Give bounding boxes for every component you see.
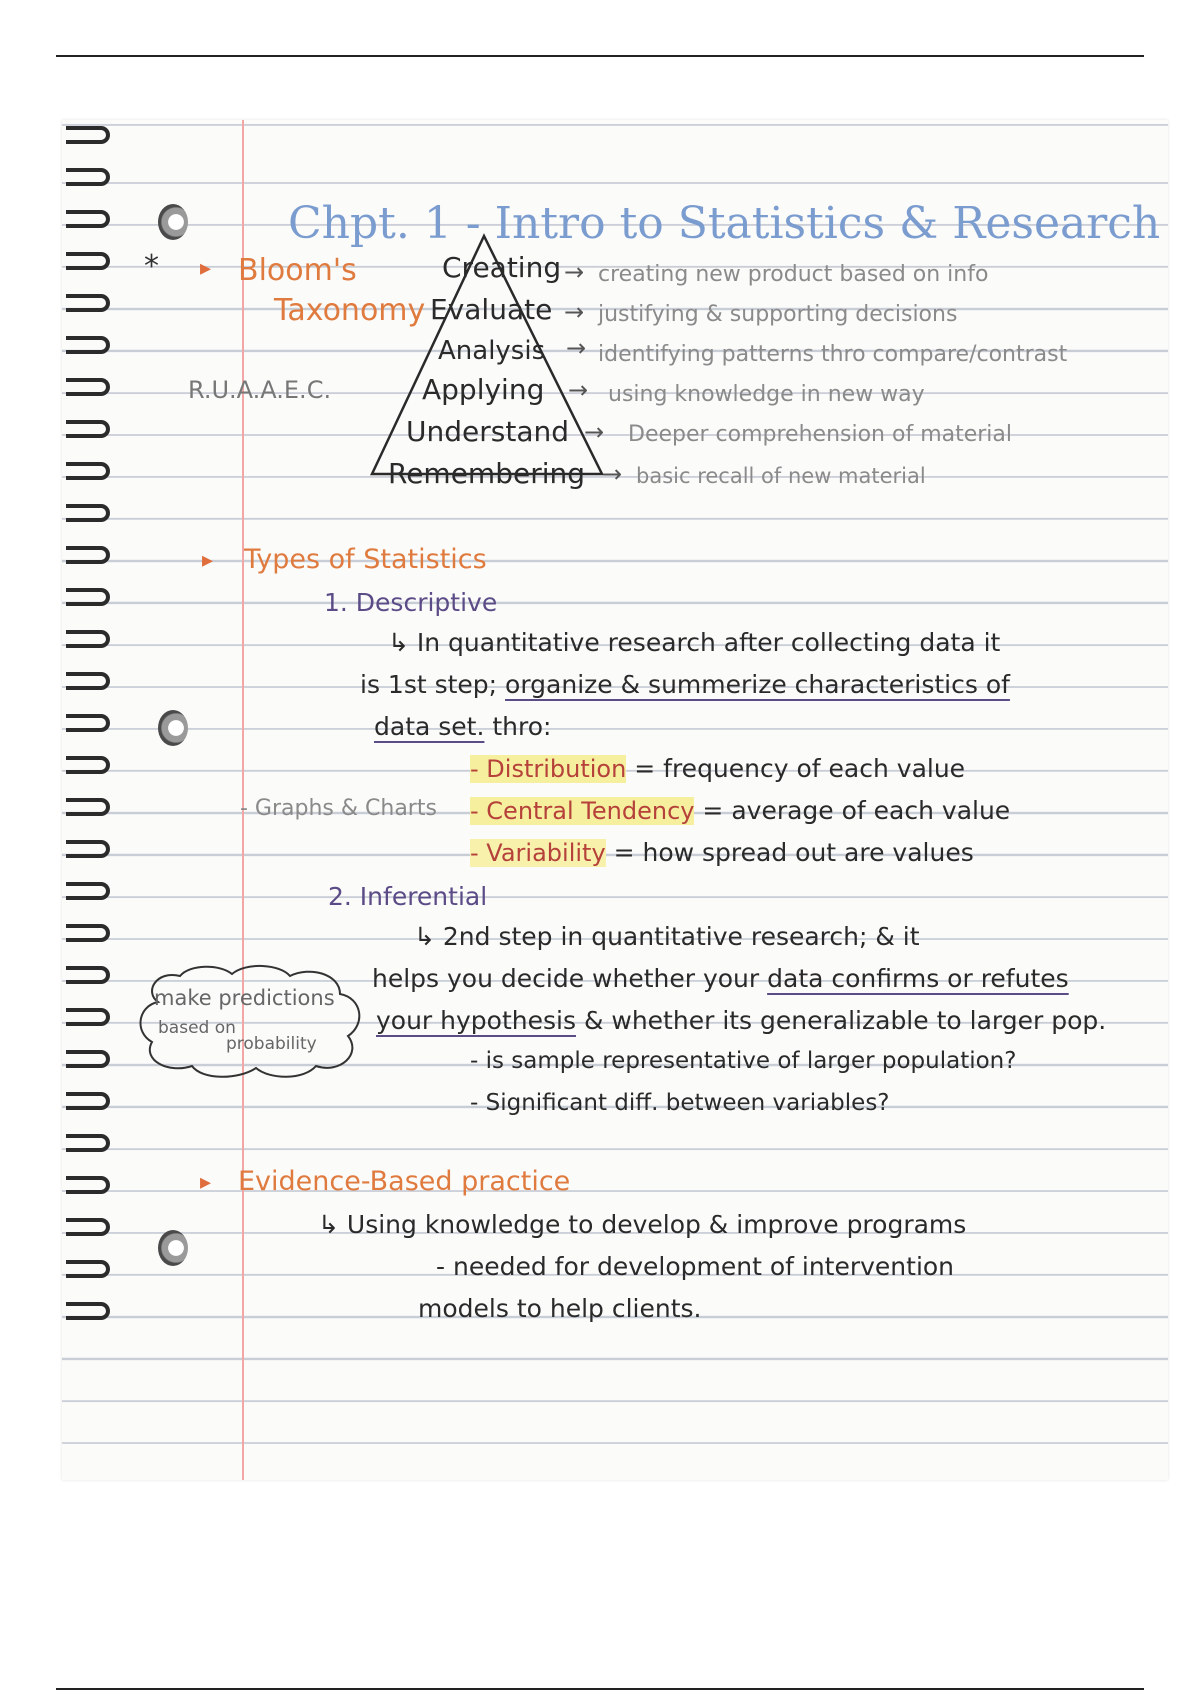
blooms-desc-applying: using knowledge in new way <box>608 382 925 407</box>
spiral-coil <box>66 210 110 228</box>
spiral-coil <box>66 546 110 564</box>
inferential-line3: your hypothesis & whether its generalizable to larger pop. <box>376 1006 1107 1035</box>
spiral-coil <box>66 462 110 480</box>
spiral-coil <box>66 1176 110 1194</box>
bullet-icon: ▸ <box>200 256 212 281</box>
spiral-coil <box>66 420 110 438</box>
bottom-rule <box>56 1688 1144 1690</box>
blooms-label-line1: Bloom's <box>238 253 357 288</box>
descriptive-item-distribution: - Distribution = frequency of each value <box>470 754 966 783</box>
inferential-line1: ↳ 2nd step in quantitative research; & it <box>414 922 920 951</box>
inferential-line2: helps you decide whether your data confirms or refutes <box>372 964 1069 993</box>
blooms-acronym: R.U.A.A.E.C. <box>188 376 332 404</box>
spiral-coil <box>66 1218 110 1236</box>
page-title: Chpt. 1 - Intro to Statistics & Research <box>288 198 1161 249</box>
spiral-coil <box>66 1134 110 1152</box>
inferential-item-sample: - is sample representative of larger population? <box>470 1048 1017 1074</box>
descriptive-line3: data set. thro: <box>374 712 552 741</box>
spiral-coil <box>66 378 110 396</box>
spiral-coil <box>66 1260 110 1278</box>
pyramid-level-remembering: Remembering <box>388 457 586 490</box>
pyramid-level-evaluate: Evaluate <box>430 293 553 326</box>
pyramid-level-understand: Understand <box>406 415 569 448</box>
punch-hole <box>158 1230 188 1266</box>
bullet-icon: ▸ <box>202 548 214 573</box>
ebp-line1: ↳ Using knowledge to develop & improve programs <box>318 1210 967 1239</box>
inferential-item-significance: - Significant diff. between variables? <box>470 1090 890 1116</box>
spiral-coil <box>66 714 110 732</box>
punch-hole <box>158 204 188 240</box>
arrow-icon: → <box>564 298 585 326</box>
bullet-icon: ▸ <box>200 1170 212 1195</box>
pyramid-level-applying: Applying <box>422 373 545 406</box>
spiral-coil <box>66 1008 110 1026</box>
spiral-coil <box>66 168 110 186</box>
arrow-icon: → <box>568 376 589 404</box>
spiral-coil <box>66 294 110 312</box>
star-mark: * <box>144 249 159 284</box>
spiral-coil <box>66 252 110 270</box>
spiral-coil <box>66 126 110 144</box>
cloud-text-line2: based on <box>158 1018 236 1038</box>
notebook-page <box>62 120 1168 1480</box>
spiral-coil <box>66 1302 110 1320</box>
graphs-charts-note: - Graphs & Charts <box>240 796 437 821</box>
types-heading: Types of Statistics <box>244 544 487 575</box>
cloud-text-line1: make predictions <box>154 986 335 1010</box>
spiral-coil <box>66 924 110 942</box>
arrow-icon: → <box>564 258 585 286</box>
ebp-line3: models to help clients. <box>418 1294 702 1323</box>
blooms-desc-understand: Deeper comprehension of material <box>628 422 1013 447</box>
descriptive-item-central-tendency: - Central Tendency = average of each value <box>470 796 1011 825</box>
inferential-heading: 2. Inferential <box>328 882 488 911</box>
blooms-label-line2: Taxonomy <box>274 293 426 328</box>
blooms-desc-evaluate: justifying & supporting decisions <box>598 302 958 327</box>
arrow-icon: → <box>602 460 623 488</box>
arrow-icon: → <box>566 334 587 362</box>
pyramid-level-creating: Creating <box>442 251 562 284</box>
blooms-desc-analysis: identifying patterns thro compare/contrast <box>598 342 1068 367</box>
descriptive-item-variability: - Variability = how spread out are values <box>470 838 974 867</box>
spiral-coil <box>66 504 110 522</box>
spiral-coil <box>66 1050 110 1068</box>
cloud-text-line3: probability <box>226 1034 317 1054</box>
top-rule <box>56 55 1144 57</box>
ebp-line2: - needed for development of intervention <box>436 1252 955 1281</box>
spiral-coil <box>66 672 110 690</box>
spiral-coil <box>66 1092 110 1110</box>
descriptive-heading: 1. Descriptive <box>324 588 498 617</box>
descriptive-line2: is 1st step; organize & summerize characteristics of <box>360 670 1010 699</box>
blooms-desc-creating: creating new product based on info <box>598 262 989 287</box>
spiral-coil <box>66 798 110 816</box>
spiral-coil <box>66 336 110 354</box>
spiral-coil <box>66 630 110 648</box>
pyramid-level-analysis: Analysis <box>438 336 546 366</box>
spiral-coil <box>66 882 110 900</box>
ebp-heading: Evidence-Based practice <box>238 1166 571 1197</box>
spiral-coil <box>66 840 110 858</box>
blooms-desc-remembering: basic recall of new material <box>636 464 926 488</box>
descriptive-line1: ↳ In quantitative research after collecting data it <box>388 628 1001 657</box>
spiral-coil <box>66 588 110 606</box>
punch-hole <box>158 710 188 746</box>
spiral-coil <box>66 756 110 774</box>
arrow-icon: → <box>584 418 605 446</box>
spiral-coil <box>66 966 110 984</box>
